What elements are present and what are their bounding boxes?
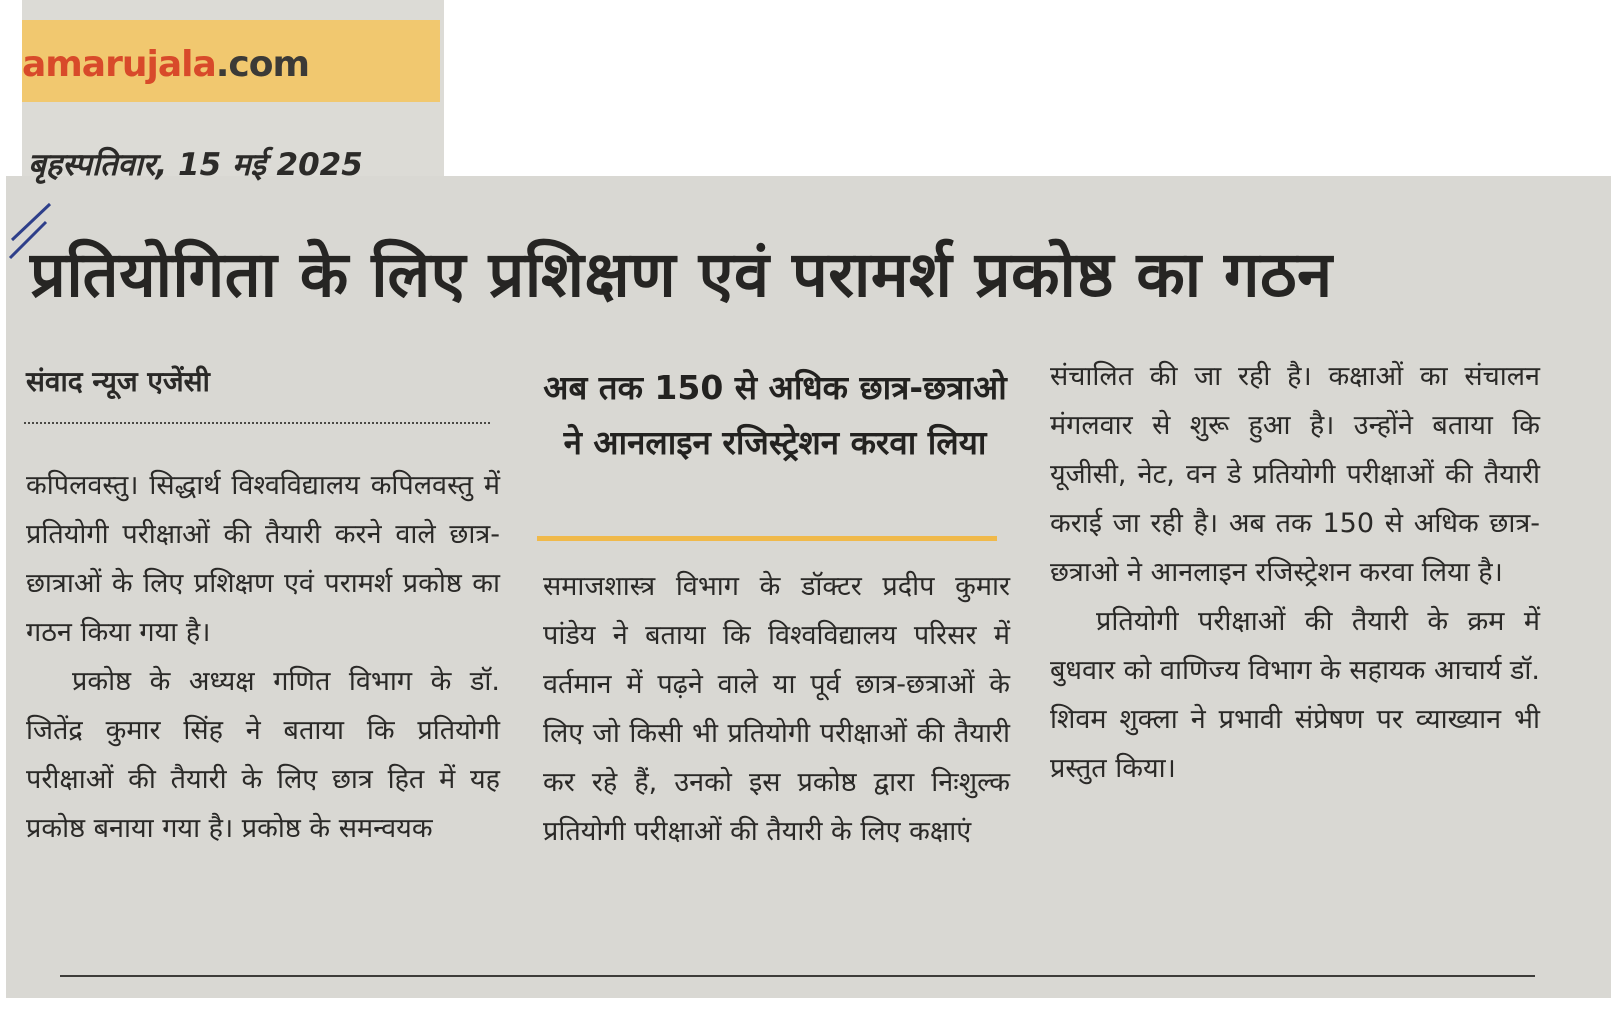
article-column-2 <box>543 562 1010 856</box>
article-column-3 <box>1050 352 1540 793</box>
byline: संवाद न्यूज एजेंसी <box>26 365 210 398</box>
newspaper-logo <box>22 44 309 85</box>
logo-tld: .com <box>215 44 310 85</box>
publication-date: बृहस्पतिवार, 15 मई 2025 <box>28 147 363 183</box>
paragraph: कपिलवस्तु। सिद्धार्थ विश्वविद्यालय कपिलवस्तु में प्रतियोगी परीक्षाओं की तैयारी करने वाले छात्र-छात्राओं के लिए प्रशिक्षण एवं परामर्श प्रकोष्ठ का गठन किया गया है। <box>26 470 500 648</box>
paragraph: संचालित की जा रही है। कक्षाओं का संचालन मंगलवार से शुरू हुआ है। उन्होंने बताया कि यूजीसी, नेट, वन डे प्रतियोगी परीक्षाओं की तैयारी कराई जा रही है। अब तक 150 से अधिक छात्र-छत्राओ ने आनलाइन रजिस्ट्रेशन करवा लिया है। <box>1050 361 1540 588</box>
paragraph: प्रकोष्ठ के अध्यक्ष गणित विभाग के डॉ. जितेंद्र कुमार सिंह ने बताया कि प्रतियोगी परीक्षाओं की तैयारी के लिए छात्र हित में यह प्रकोष्ठ बनाया गया है। प्रकोष्ठ के समन्वयक <box>26 666 500 844</box>
byline-divider <box>24 422 490 424</box>
pull-quote: अब तक 150 से अधिक छात्र-छत्राओ ने आनलाइन रजिस्ट्रेशन करवा लिया <box>543 368 1007 462</box>
paragraph: प्रतियोगी परीक्षाओं की तैयारी के क्रम में बुधवार को वाणिज्य विभाग के सहायक आचार्य डॉ. शिवम शुक्ला ने प्रभावी संप्रेषण पर व्याख्यान भी प्रस्तुत किया। <box>1050 606 1540 784</box>
article-column-1 <box>26 461 500 853</box>
paragraph: समाजशास्त्र विभाग के डॉक्टर प्रदीप कुमार पांडेय ने बताया कि विश्वविद्यालय परिसर में वर्तमान में पढ़ने वाले या पूर्व छात्र-छत्राओं के लिए जो किसी भी प्रतियोगी परीक्षाओं की तैयारी कर रहे हैं, उनको इस प्रकोष्ठ द्वारा निःशुल्क प्रतियोगी परीक्षाओं की तैयारी के लिए कक्षाएं <box>543 571 1010 847</box>
logo-brand: amarujala <box>22 44 216 85</box>
pull-quote-underline <box>537 536 997 541</box>
article-headline: प्रतियोगिता के लिए प्रशिक्षण एवं परामर्श प्रकोष्ठ का गठन <box>30 238 1333 311</box>
bottom-divider <box>60 975 1535 977</box>
